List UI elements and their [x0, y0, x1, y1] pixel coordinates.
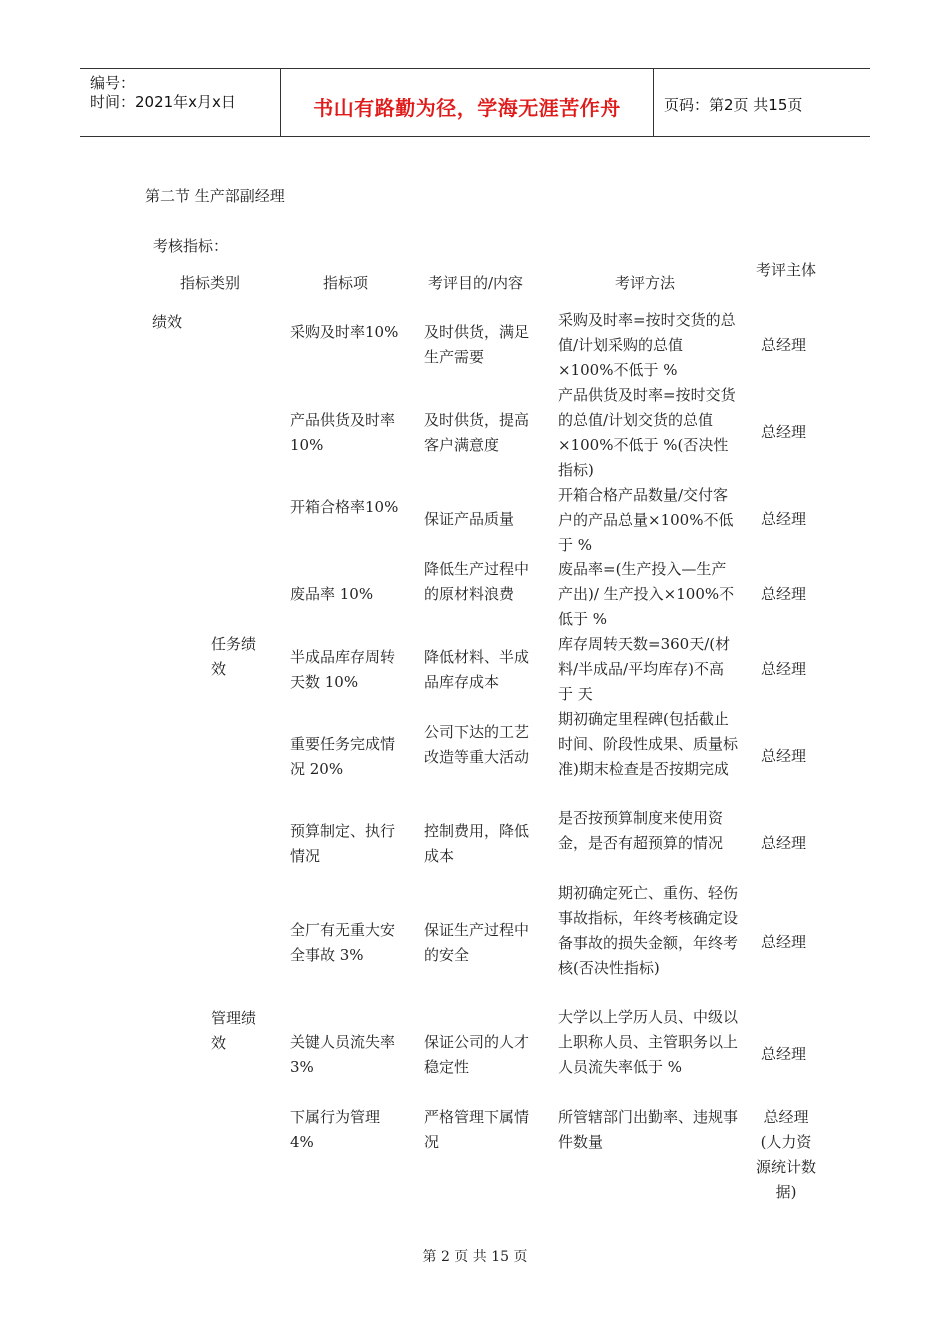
row-item: 关键人员流失率 3% [290, 1033, 396, 1076]
row-method: 废品率=(生产投入—生产产出)/ 生产投入×100%不低于 % [558, 560, 735, 628]
row-method: 期初确定死亡、重伤、轻伤事故指标，年终考核确定设备事故的损失金额，年终考核(否决性指标) [558, 884, 739, 977]
row-method: 采购及时率=按时交货的总值/计划采购的总值×100%不低于 % [558, 311, 736, 379]
row-method: 大学以上学历人员、中级以上职称人员、主管职务以上人员流失率低于 % [558, 1008, 739, 1076]
row-purpose: 保证公司的人才稳定性 [424, 1033, 530, 1076]
row-purpose: 及时供货，满足生产需要 [424, 323, 530, 366]
row-item: 全厂有无重大安全事故 3% [290, 921, 396, 964]
row-subject: 总经理 [761, 423, 807, 441]
header-meta-cell [80, 69, 281, 136]
column-header-category: 指标类别 [180, 274, 241, 292]
row-item: 产品供货及时率 10% [290, 411, 396, 454]
row-subject: 总经理(人力资源统计数据) [756, 1108, 817, 1201]
row-item: 半成品库存周转天数 10% [290, 648, 396, 691]
column-header-item: 指标项 [323, 274, 369, 292]
row-item: 废品率 10% [290, 585, 374, 603]
row-item: 预算制定、执行情况 [290, 822, 396, 865]
page-header [80, 68, 870, 137]
row-item: 重要任务完成情况 20% [290, 735, 396, 778]
column-header-method: 考评方法 [615, 274, 676, 292]
row-subject: 总经理 [761, 834, 807, 852]
row-subject: 总经理 [761, 336, 807, 354]
page-footer: 第 2 页 共 15 页 [422, 1249, 528, 1265]
section-title: 第二节 生产部副经理 [145, 187, 285, 205]
row-subject: 总经理 [761, 933, 807, 951]
row-method: 期初确定里程碑(包括截止时间、阶段性成果、质量标准)期末检查是否按期完成 [558, 710, 739, 778]
row-item: 采购及时率10% [290, 323, 399, 341]
document-time-label: 时间：2021年x月x日 [90, 93, 236, 111]
header-page-info: 页码：第2页 共15页 [664, 96, 803, 114]
category-performance: 绩效 [152, 313, 183, 331]
column-header-purpose: 考评目的/内容 [428, 274, 524, 292]
column-header-subject: 考评主体 [756, 261, 817, 279]
row-purpose: 保证生产过程中的安全 [424, 921, 530, 964]
row-purpose: 降低生产过程中的原材料浪费 [424, 560, 530, 603]
indicators-label: 考核指标： [153, 237, 229, 255]
row-purpose: 控制费用，降低成本 [424, 822, 530, 865]
row-purpose: 公司下达的工艺改造等重大活动 [424, 723, 530, 766]
row-purpose: 严格管理下属情况 [424, 1108, 530, 1151]
row-subject: 总经理 [761, 747, 807, 765]
header-page-cell [654, 69, 870, 136]
header-motto: 书山有路勤为径，学海无涯苦作舟 [313, 96, 621, 120]
row-item: 下属行为管理 4% [290, 1108, 381, 1151]
row-subject: 总经理 [761, 585, 807, 603]
row-subject: 总经理 [761, 1045, 807, 1063]
row-method: 库存周转天数=360天/(材料/半成品/平均库存)不高于 天 [558, 635, 731, 703]
row-subject: 总经理 [761, 510, 807, 528]
row-subject: 总经理 [761, 660, 807, 678]
row-purpose: 降低材料、半成品库存成本 [424, 648, 530, 691]
row-method: 是否按预算制度来使用资金，是否有超预算的情况 [558, 809, 724, 852]
row-item: 开箱合格率10% [290, 498, 399, 516]
row-method: 所管辖部门出勤率、违规事件数量 [558, 1108, 739, 1151]
row-purpose: 及时供货，提高客户满意度 [424, 411, 530, 454]
category-management-performance: 管理绩效 [211, 1009, 257, 1052]
category-task-performance: 任务绩效 [211, 635, 257, 678]
row-method: 产品供货及时率=按时交货的总值/计划交货的总值×100%不低于 %(否决性指标) [558, 386, 736, 479]
row-method: 开箱合格产品数量/交付客户的产品总量×100%不低于 % [558, 486, 734, 554]
header-motto-cell [281, 69, 654, 136]
row-purpose: 保证产品质量 [424, 510, 515, 528]
document-number-label: 编号： [90, 74, 136, 92]
